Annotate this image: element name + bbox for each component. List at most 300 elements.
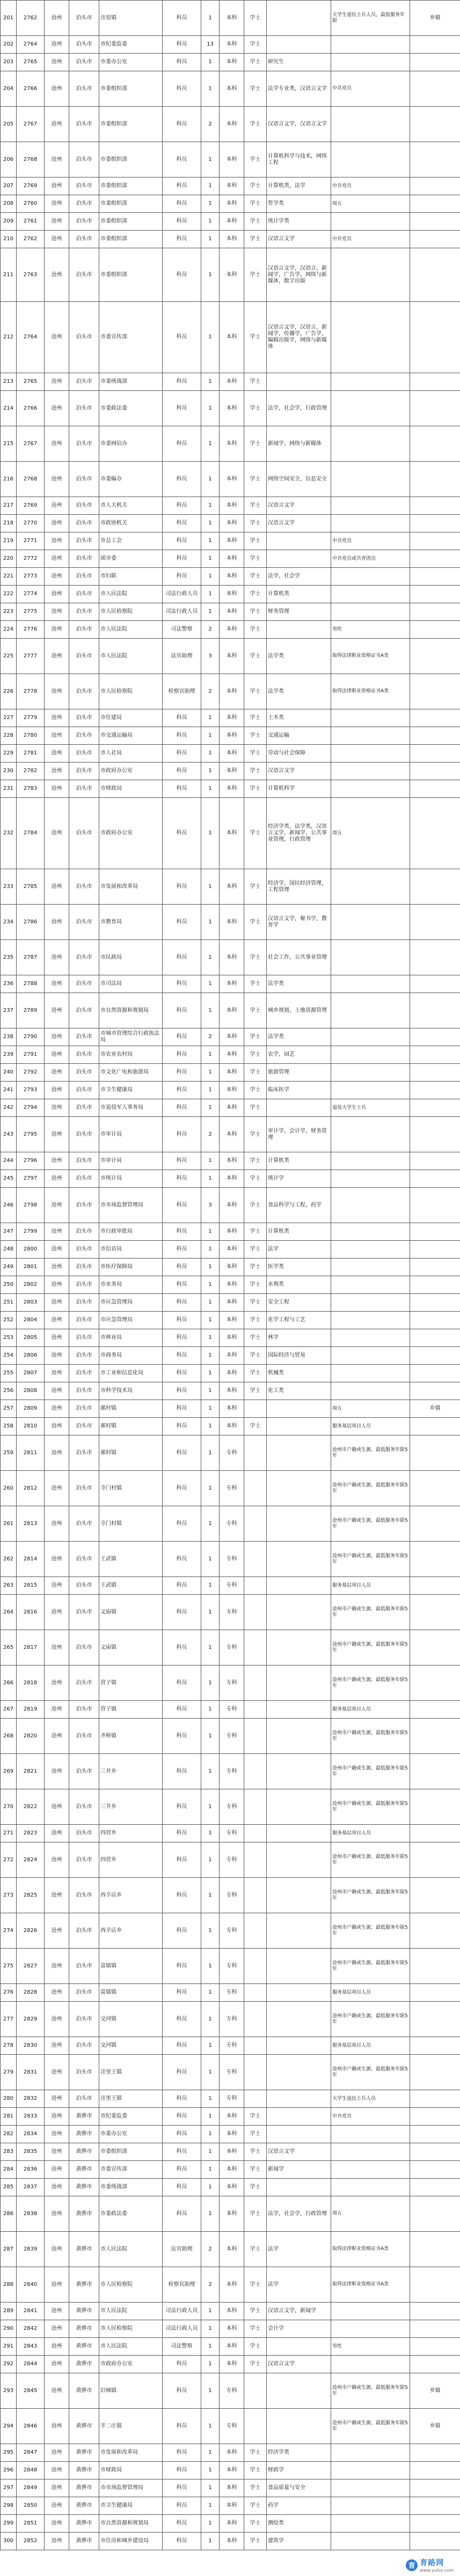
cell-no: 285 xyxy=(1,2179,17,2196)
cell-code: 2809 xyxy=(17,1400,45,1418)
cell-unit: 市政府办公室 xyxy=(99,798,163,869)
cell-edu: 本科 xyxy=(220,568,244,586)
cell-req xyxy=(331,2497,410,2515)
table-row xyxy=(1,1276,460,1294)
cell-edu: 专科 xyxy=(220,1754,244,1789)
cell-num: 1 xyxy=(201,1913,220,1949)
table-row xyxy=(1,1577,460,1595)
cell-job: 法官助理 xyxy=(163,639,201,674)
cell-code: 2842 xyxy=(17,2320,45,2338)
table-row xyxy=(1,231,460,248)
cell-code: 2808 xyxy=(17,1382,45,1400)
cell-major: 劳动与社会保障 xyxy=(267,745,331,763)
cell-job: 司法警察 xyxy=(163,621,201,639)
cell-county: 泊头市 xyxy=(69,36,99,54)
cell-req xyxy=(331,1117,410,1152)
cell-code: 2799 xyxy=(17,1223,45,1241)
cell-city: 沧州 xyxy=(45,1754,69,1789)
cell-note xyxy=(410,1117,460,1152)
cell-job: 科员 xyxy=(163,2479,201,2497)
cell-city: 沧州 xyxy=(45,532,69,550)
cell-unit: 洼窑镇 xyxy=(99,1,163,36)
cell-note xyxy=(410,2515,460,2533)
cell-deg: 学士 xyxy=(244,2356,267,2373)
table-row xyxy=(1,1754,460,1789)
cell-req xyxy=(331,905,410,940)
table-row xyxy=(1,2055,460,2090)
cell-unit: 文庙镇 xyxy=(99,1630,163,1665)
cell-major xyxy=(267,1825,331,1842)
cell-unit: 郝村镇 xyxy=(99,1435,163,1471)
cell-county: 泊头市 xyxy=(69,1329,99,1347)
cell-deg xyxy=(244,1471,267,1506)
cell-unit: 市发展和改革局 xyxy=(99,869,163,905)
cell-note xyxy=(410,2143,460,2161)
cell-code: 2818 xyxy=(17,1665,45,1701)
cell-job: 科员 xyxy=(163,1294,201,1312)
cell-code: 2852 xyxy=(17,2533,45,2550)
cell-major xyxy=(267,1789,331,1825)
cell-edu: 本科 xyxy=(220,1312,244,1329)
cell-unit: 市妇联 xyxy=(99,568,163,586)
cell-unit: 市委组织部 xyxy=(99,142,163,177)
cell-county: 泊头市 xyxy=(69,391,99,426)
cell-city: 沧州 xyxy=(45,905,69,940)
cell-code: 2837 xyxy=(17,2179,45,2196)
cell-num: 1 xyxy=(201,2462,220,2479)
cell-unit: 市交通运输局 xyxy=(99,727,163,745)
cell-major xyxy=(267,1701,331,1719)
cell-req xyxy=(331,1170,410,1188)
cell-job: 科员 xyxy=(163,2126,201,2143)
cell-city: 沧州 xyxy=(45,2356,69,2373)
cell-city: 沧州 xyxy=(45,36,69,54)
cell-job: 检察官助理 xyxy=(163,674,201,709)
cell-edu: 本科 xyxy=(220,940,244,975)
cell-edu: 本科 xyxy=(220,1259,244,1276)
cell-note xyxy=(410,2002,460,2037)
cell-req: 服务基层项目人员 xyxy=(331,1984,410,2002)
cell-deg xyxy=(244,1878,267,1913)
cell-code: 2834 xyxy=(17,2126,45,2143)
table-row xyxy=(1,1241,460,1259)
watermark-url: www.yuloo.com xyxy=(420,2568,454,2573)
cell-deg: 学士 xyxy=(244,603,267,621)
cell-req: 取得法律职业资格证书A类 xyxy=(331,639,410,674)
cell-job: 科员 xyxy=(163,1064,201,1082)
cell-deg: 学士 xyxy=(244,391,267,426)
cell-req: 沧州市户籍或生源，最低服务年限5年 xyxy=(331,1665,410,1701)
cell-edu: 本科 xyxy=(220,497,244,515)
cell-deg: 学士 xyxy=(244,550,267,568)
cell-major: 法学，社会学，行政管理 xyxy=(267,2196,331,2232)
cell-edu: 专科 xyxy=(220,1542,244,1577)
cell-code: 2790 xyxy=(17,1028,45,1046)
table-row xyxy=(1,54,460,71)
cell-code: 2774 xyxy=(17,586,45,603)
cell-unit: 营子镇 xyxy=(99,1665,163,1701)
cell-no: 282 xyxy=(1,2126,17,2143)
cell-no: 250 xyxy=(1,1276,17,1294)
cell-code: 2805 xyxy=(17,1329,45,1347)
cell-county: 泊头市 xyxy=(69,1913,99,1949)
table-row xyxy=(1,2409,460,2444)
cell-code: 2760 xyxy=(17,195,45,213)
cell-major: 测绘类 xyxy=(267,2515,331,2533)
cell-req xyxy=(331,391,410,426)
positions-table-body xyxy=(1,1,460,2550)
cell-unit: 市人民法院 xyxy=(99,621,163,639)
table-row xyxy=(1,302,460,373)
cell-city: 沧州 xyxy=(45,780,69,798)
cell-major: 交通运输 xyxy=(267,727,331,745)
cell-req xyxy=(331,1312,410,1329)
cell-num: 1 xyxy=(201,1152,220,1170)
table-row xyxy=(1,1595,460,1630)
cell-city: 沧州 xyxy=(45,1259,69,1276)
cell-num: 1 xyxy=(201,1435,220,1471)
table-row xyxy=(1,2002,460,2037)
cell-code: 2811 xyxy=(17,1435,45,1471)
cell-num: 1 xyxy=(201,1223,220,1241)
cell-job: 科员 xyxy=(163,763,201,780)
cell-unit: 洼里王镇 xyxy=(99,2055,163,2090)
cell-deg: 学士 xyxy=(244,586,267,603)
cell-deg: 学士 xyxy=(244,1365,267,1382)
table-row xyxy=(1,2196,460,2232)
cell-deg xyxy=(244,1400,267,1418)
cell-deg xyxy=(244,1984,267,2002)
cell-code: 2800 xyxy=(17,1241,45,1259)
cell-edu: 本科 xyxy=(220,1064,244,1082)
cell-no: 292 xyxy=(1,2356,17,2373)
cell-req: 沧州市户籍或生源，最低服务年限5年 xyxy=(331,1719,410,1754)
cell-req xyxy=(331,1276,410,1294)
cell-no: 216 xyxy=(1,462,17,497)
cell-city: 沧州 xyxy=(45,2143,69,2161)
cell-num: 1 xyxy=(201,2356,220,2373)
cell-city: 沧州 xyxy=(45,1223,69,1241)
cell-no: 262 xyxy=(1,1542,17,1577)
cell-major: 法学专业类，汉语言文学 xyxy=(267,71,331,107)
cell-edu: 专科 xyxy=(220,1842,244,1878)
cell-req xyxy=(331,1152,410,1170)
cell-job: 科员 xyxy=(163,940,201,975)
watermark-text: 育路网 xyxy=(420,2559,444,2567)
cell-code: 2796 xyxy=(17,1152,45,1170)
cell-unit: 市民政局 xyxy=(99,940,163,975)
cell-edu: 专科 xyxy=(220,1789,244,1825)
cell-major: 经济学类 xyxy=(267,2444,331,2462)
cell-job: 科员 xyxy=(163,1259,201,1276)
cell-code: 2795 xyxy=(17,1117,45,1152)
cell-no: 284 xyxy=(1,2161,17,2179)
cell-county: 泊头市 xyxy=(69,71,99,107)
cell-no: 218 xyxy=(1,515,17,532)
cell-no: 223 xyxy=(1,603,17,621)
cell-note xyxy=(410,2161,460,2179)
cell-req xyxy=(331,2143,410,2161)
cell-major: 法学 xyxy=(267,1241,331,1259)
cell-unit: 市卫生健康局 xyxy=(99,2497,163,2515)
cell-deg: 学士 xyxy=(244,2161,267,2179)
cell-edu: 本科 xyxy=(220,603,244,621)
cell-major: 安全工程 xyxy=(267,1294,331,1312)
cell-req: 沧州市户籍或生源，最低服务年限5年 xyxy=(331,1471,410,1506)
cell-no: 254 xyxy=(1,1347,17,1365)
cell-edu: 本科 xyxy=(220,302,244,373)
cell-num: 1 xyxy=(201,2037,220,2055)
cell-note xyxy=(410,2267,460,2303)
cell-deg: 学士 xyxy=(244,36,267,54)
cell-deg xyxy=(244,1913,267,1949)
cell-req: 服务基层项目人员 xyxy=(331,1418,410,1435)
cell-unit: 市林业局 xyxy=(99,1329,163,1347)
cell-city: 沧州 xyxy=(45,2444,69,2462)
cell-job: 科员 xyxy=(163,2055,201,2090)
cell-code: 2827 xyxy=(17,1949,45,1984)
cell-note xyxy=(410,1949,460,1984)
cell-req: 退役大学生士兵 xyxy=(331,1099,410,1117)
cell-req: 沧州市户籍或生源，最低服务年限5年 xyxy=(331,2409,410,2444)
cell-city: 沧州 xyxy=(45,1276,69,1294)
cell-major: 审计学，会计学，财务管理 xyxy=(267,1117,331,1152)
cell-no: 253 xyxy=(1,1329,17,1347)
cell-major: 新闻学 xyxy=(267,2161,331,2179)
cell-job: 科员 xyxy=(163,798,201,869)
cell-edu: 本科 xyxy=(220,1400,244,1418)
cell-county: 泊头市 xyxy=(69,639,99,674)
cell-edu: 本科 xyxy=(220,2356,244,2373)
cell-num: 1 xyxy=(201,1365,220,1382)
cell-job: 检察官助理 xyxy=(163,2267,201,2303)
cell-job: 科员 xyxy=(163,213,201,231)
cell-num: 1 xyxy=(201,1259,220,1276)
cell-no: 227 xyxy=(1,709,17,727)
cell-deg: 学士 xyxy=(244,1241,267,1259)
cell-num: 1 xyxy=(201,1064,220,1082)
cell-num: 1 xyxy=(201,1241,220,1259)
cell-job: 科员 xyxy=(163,2108,201,2126)
cell-note xyxy=(410,2338,460,2356)
cell-no: 271 xyxy=(1,1825,17,1842)
cell-note xyxy=(410,1382,460,1400)
cell-req: 男性 xyxy=(331,2338,410,2356)
cell-unit: 市委统战部 xyxy=(99,2179,163,2196)
cell-code: 2844 xyxy=(17,2356,45,2373)
cell-city: 沧州 xyxy=(45,426,69,462)
cell-county: 泊头市 xyxy=(69,248,99,302)
cell-major: 哲学类 xyxy=(267,195,331,213)
cell-no: 298 xyxy=(1,2497,17,2515)
cell-req xyxy=(331,497,410,515)
cell-edu: 本科 xyxy=(220,1,244,36)
cell-code: 2782 xyxy=(17,763,45,780)
cell-unit: 羊二庄镇 xyxy=(99,2409,163,2444)
cell-deg xyxy=(244,2090,267,2108)
cell-code: 2781 xyxy=(17,745,45,763)
cell-no: 279 xyxy=(1,2055,17,2090)
cell-num: 1 xyxy=(201,2320,220,2338)
cell-no: 247 xyxy=(1,1223,17,1241)
cell-job: 科员 xyxy=(163,2462,201,2479)
table-row xyxy=(1,1719,460,1754)
cell-city: 沧州 xyxy=(45,54,69,71)
cell-deg: 学士 xyxy=(244,780,267,798)
cell-job: 科员 xyxy=(163,1400,201,1418)
cell-code: 2830 xyxy=(17,2037,45,2055)
cell-job: 科员 xyxy=(163,2196,201,2232)
cell-req xyxy=(331,462,410,497)
cell-note xyxy=(410,1913,460,1949)
cell-city: 沧州 xyxy=(45,727,69,745)
cell-no: 281 xyxy=(1,2108,17,2126)
table-row xyxy=(1,177,460,195)
cell-req xyxy=(331,2515,410,2533)
table-row xyxy=(1,248,460,302)
cell-deg: 学士 xyxy=(244,1082,267,1099)
cell-note xyxy=(410,1665,460,1701)
cell-city: 沧州 xyxy=(45,1347,69,1365)
cell-city: 沧州 xyxy=(45,1046,69,1064)
cell-note: 乡镇 xyxy=(410,1400,460,1418)
cell-job: 科员 xyxy=(163,1949,201,1984)
cell-deg xyxy=(244,1754,267,1789)
cell-edu: 本科 xyxy=(220,2267,244,2303)
cell-code: 2810 xyxy=(17,1418,45,1435)
cell-note xyxy=(410,71,460,107)
cell-city: 沧州 xyxy=(45,1984,69,2002)
cell-no: 213 xyxy=(1,373,17,391)
cell-job: 司法行政人员 xyxy=(163,2303,201,2320)
cell-deg: 学士 xyxy=(244,2143,267,2161)
table-row xyxy=(1,1825,460,1842)
cell-unit: 市住房和城乡建设局 xyxy=(99,2533,163,2550)
cell-county: 黄骅市 xyxy=(69,2373,99,2409)
cell-note xyxy=(410,373,460,391)
cell-num: 1 xyxy=(201,1312,220,1329)
cell-unit: 市人民法院 xyxy=(99,2338,163,2356)
cell-unit: 市市场监督管理局 xyxy=(99,1188,163,1223)
cell-num: 2 xyxy=(201,1028,220,1046)
cell-note xyxy=(410,231,460,248)
table-row xyxy=(1,2320,460,2338)
cell-num: 1 xyxy=(201,1294,220,1312)
cell-req xyxy=(331,763,410,780)
table-row xyxy=(1,107,460,142)
cell-num: 1 xyxy=(201,2108,220,2126)
cell-edu: 本科 xyxy=(220,745,244,763)
cell-unit: 洼里王镇 xyxy=(99,2090,163,2108)
cell-job: 科员 xyxy=(163,1188,201,1223)
cell-num: 1 xyxy=(201,603,220,621)
cell-county: 泊头市 xyxy=(69,1878,99,1913)
cell-note xyxy=(410,177,460,195)
cell-note xyxy=(410,1046,460,1064)
cell-note: 乡镇 xyxy=(410,2409,460,2444)
cell-unit: 市统计局 xyxy=(99,1170,163,1188)
table-row xyxy=(1,869,460,905)
cell-city: 沧州 xyxy=(45,2479,69,2497)
cell-num: 1 xyxy=(201,2179,220,2196)
cell-edu: 专科 xyxy=(220,1577,244,1595)
cell-note xyxy=(410,1577,460,1595)
table-row xyxy=(1,1984,460,2002)
cell-num: 2 xyxy=(201,107,220,142)
cell-job: 科员 xyxy=(163,1435,201,1471)
cell-code: 2821 xyxy=(17,1754,45,1789)
cell-edu: 本科 xyxy=(220,869,244,905)
cell-unit: 市信访局 xyxy=(99,1241,163,1259)
cell-major: 汉语言文学 xyxy=(267,763,331,780)
cell-job: 科员 xyxy=(163,1312,201,1329)
cell-unit: 市人民检察院 xyxy=(99,2267,163,2303)
cell-county: 泊头市 xyxy=(69,1789,99,1825)
cell-no: 243 xyxy=(1,1117,17,1152)
cell-code: 2788 xyxy=(17,975,45,993)
cell-major: 汉语言文学 xyxy=(267,2143,331,2161)
cell-unit: 市工业和信息化局 xyxy=(99,1365,163,1382)
table-row xyxy=(1,940,460,975)
cell-edu: 本科 xyxy=(220,2196,244,2232)
cell-code: 2762 xyxy=(17,1,45,36)
cell-unit: 市委宣传部 xyxy=(99,302,163,373)
cell-code: 2806 xyxy=(17,1347,45,1365)
table-row xyxy=(1,1842,460,1878)
cell-num: 2 xyxy=(201,1117,220,1152)
cell-unit: 齐桥镇 xyxy=(99,1719,163,1754)
cell-city: 沧州 xyxy=(45,674,69,709)
cell-req: 服务基层项目人员 xyxy=(331,1825,410,1842)
cell-job: 科员 xyxy=(163,905,201,940)
cell-unit: 市委组织部 xyxy=(99,231,163,248)
cell-req xyxy=(331,2126,410,2143)
cell-code: 2849 xyxy=(17,2479,45,2497)
cell-code: 2786 xyxy=(17,905,45,940)
cell-code: 2761 xyxy=(17,213,45,231)
cell-job: 科员 xyxy=(163,302,201,373)
table-row xyxy=(1,1471,460,1506)
cell-major: 法学类 xyxy=(267,975,331,993)
cell-major: 化学工程与工艺 xyxy=(267,1312,331,1329)
cell-job: 科员 xyxy=(163,54,201,71)
table-row xyxy=(1,2161,460,2179)
cell-code: 2815 xyxy=(17,1577,45,1595)
cell-job: 科员 xyxy=(163,1365,201,1382)
cell-num: 1 xyxy=(201,373,220,391)
cell-no: 217 xyxy=(1,497,17,515)
cell-req xyxy=(331,568,410,586)
cell-edu: 本科 xyxy=(220,1117,244,1152)
cell-req: 沧州市户籍或生源，最低服务年限5年 xyxy=(331,1595,410,1630)
cell-no: 297 xyxy=(1,2479,17,2497)
cell-major: 汉语言文学，秘书学，教育学 xyxy=(267,905,331,940)
cell-no: 231 xyxy=(1,780,17,798)
cell-note xyxy=(410,1188,460,1223)
cell-city: 沧州 xyxy=(45,568,69,586)
table-row xyxy=(1,2232,460,2267)
cell-note xyxy=(410,1701,460,1719)
cell-note xyxy=(410,709,460,727)
cell-major: 临床医学 xyxy=(267,1082,331,1099)
cell-edu: 本科 xyxy=(220,1170,244,1188)
cell-county: 泊头市 xyxy=(69,54,99,71)
cell-unit: 团市委 xyxy=(99,550,163,568)
cell-county: 泊头市 xyxy=(69,621,99,639)
cell-no: 203 xyxy=(1,54,17,71)
cell-no: 226 xyxy=(1,674,17,709)
cell-major: 财务管理 xyxy=(267,603,331,621)
